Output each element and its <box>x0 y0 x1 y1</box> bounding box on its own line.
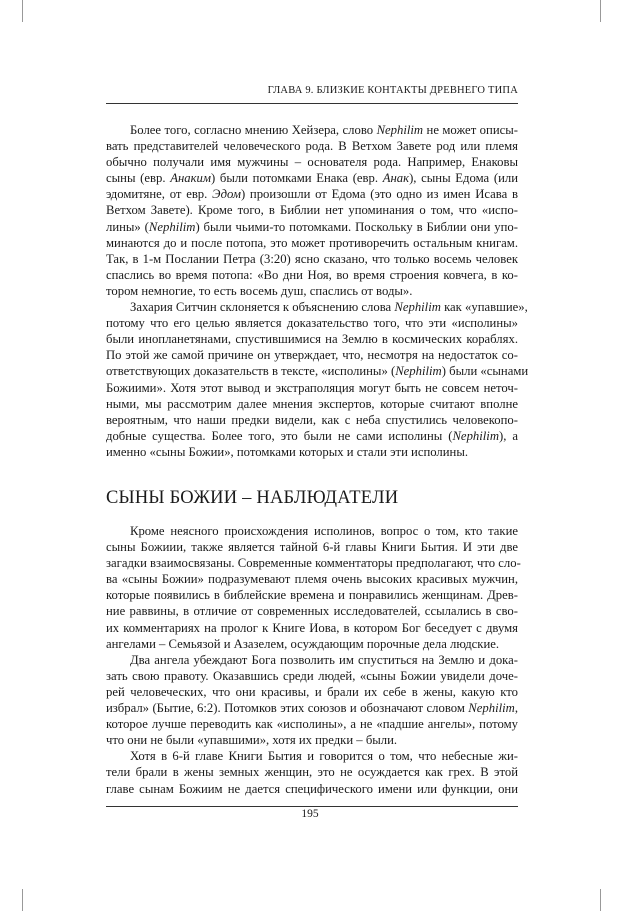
text-line <box>106 412 518 428</box>
text-run: ными, мы рассмотрим далее мнения экспертов, которые считают вполне <box>106 396 518 411</box>
crop-mark-top-right <box>600 0 601 22</box>
text-run: избрал» (Бытие, 6:2). Потомков этих союзов и обозначают словом <box>106 701 469 716</box>
italic-term: Nephilim <box>468 701 515 716</box>
text-run: Ветхом Завете). Кроме того, в Библии нет упоминания о том, что «испо- <box>106 203 518 218</box>
text-run: сыны (евр. <box>106 171 171 186</box>
text-run: минаются до и после потопа, это может противоречить остальным книгам. <box>106 235 518 250</box>
page-number: 195 <box>301 808 319 820</box>
text-run: эдомитяне, от евр. <box>106 187 213 202</box>
body-text-block-1 <box>106 122 529 460</box>
text-run: сыны Божиии, также является тайной 6-й главы Книги Бытия. И эти две <box>106 540 518 555</box>
text-run: добные существа. Более того, это были не сами исполины ( <box>106 428 453 443</box>
text-run: рей человеческих, что они красивы, и брали их себе в жены, какую кто <box>106 684 518 699</box>
text-run: их комментариях на пролог к Книге Иова, в котором Бог беседует с двумя <box>106 620 518 635</box>
text-line <box>106 444 518 460</box>
text-run: потому что его целью является доказательство того, что эти «исполины» <box>106 316 518 331</box>
text-run: зать свою правоту. Оказавшись среди людей, «сыны Божии увидели доче- <box>106 668 518 683</box>
text-line <box>106 636 518 652</box>
text-run: ангелами – Семьязой и Азазелем, осуждающим порочные дела людские. <box>106 636 500 651</box>
text-line <box>106 363 529 379</box>
text-line <box>106 428 518 444</box>
italic-term: Nephilim <box>376 123 424 137</box>
footer-rule <box>106 806 518 807</box>
text-line <box>106 283 518 299</box>
text-run: ) были чьими-то потомками. Поскольку в Библии они упо- <box>195 219 518 234</box>
text-line <box>106 716 518 732</box>
text-line <box>106 202 518 218</box>
text-run: ответствующих доказательств в тексте, «исполины» ( <box>106 364 396 379</box>
text-run: спаслись во время потопа: «Во дни Ноя, во время строения ковчега, в ко- <box>106 267 518 282</box>
italic-term: Эдом <box>212 187 241 202</box>
text-line <box>106 154 518 170</box>
text-run: Божиими». Хотя этот вывод и экстраполяция могут быть не совсем неточ- <box>106 380 518 395</box>
text-line <box>106 347 518 363</box>
text-line <box>106 748 518 764</box>
text-run: Хотя в 6-й главе Книги Бытия и говорится о том, что небесные жи- <box>130 749 518 764</box>
italic-term: Анаким <box>170 171 211 186</box>
text-run: ) были «сынами <box>441 364 529 379</box>
text-line <box>106 219 518 235</box>
text-line <box>106 668 518 684</box>
text-run: которое лучше переводить как «исполины», а не «падшие ангелы», потому <box>106 717 518 732</box>
text-line <box>106 331 518 347</box>
text-line <box>106 251 518 267</box>
text-run: главе сынам Божиим не дается специфического имени или функции, они <box>106 781 518 796</box>
text-run: Захария Ситчин склоняется к объяснению слова <box>130 300 395 315</box>
text-run: именно «сыны Божии», потомками которых и стали эти исполины. <box>106 444 469 459</box>
crop-mark-top-left <box>22 0 23 22</box>
text-run: ), сыны Едома (или <box>409 171 518 186</box>
text-line <box>106 571 518 587</box>
text-line <box>106 732 518 748</box>
text-line <box>106 299 528 315</box>
running-head: ГЛАВА 9. БЛИЗКИЕ КОНТАКТЫ ДРЕВНЕГО ТИПА <box>267 85 518 96</box>
text-run: которые появились в библейские времена и понравились женщинам. Древ- <box>106 588 518 603</box>
text-run: как «упавшие», <box>440 300 528 315</box>
text-line <box>106 170 518 186</box>
text-run: загадки взаимосвязаны. Современные комментаторы предполагают, что сло- <box>106 556 521 571</box>
header-rule <box>106 103 518 104</box>
text-line <box>106 186 518 202</box>
text-line <box>106 652 518 668</box>
text-run: вероятным, что наши предки видели, как с неба спустились человекопо- <box>106 412 518 427</box>
text-run: Кроме неясного происхождения исполинов, вопрос о том, кто такие <box>130 524 518 538</box>
text-line <box>106 684 518 700</box>
text-line <box>106 620 518 636</box>
text-run: ние раввины, в отличие от современных исследователей, ссылались в сво- <box>106 604 518 619</box>
crop-mark-bottom-left <box>22 889 23 911</box>
text-line <box>106 539 518 555</box>
crop-mark-bottom-right <box>600 889 601 911</box>
text-line <box>106 315 518 331</box>
italic-term: Nephilim <box>452 428 499 443</box>
text-line <box>106 380 518 396</box>
text-line <box>106 523 518 539</box>
text-run: Два ангела убеждают Бога позволить им спуститься на Землю и дока- <box>130 652 518 667</box>
italic-term: Nephilim <box>395 364 442 379</box>
text-line <box>106 235 518 251</box>
text-run: ) были потомками Енака (евр. <box>210 171 383 186</box>
text-run: По этой же самой причине он утверждает, что, несмотря на недостаток со- <box>106 348 518 363</box>
text-run: ) произошли от Едома (это одно из имен Исава в <box>240 187 518 202</box>
italic-term: Nephilim <box>394 300 441 315</box>
text-run: что они не были «упавшими», хотя их предки – были. <box>106 733 398 748</box>
body-text-block-2 <box>106 523 521 797</box>
text-line <box>106 603 518 619</box>
text-run: ), а <box>499 428 519 443</box>
text-run: лины» ( <box>106 219 149 234</box>
text-line <box>106 267 518 283</box>
text-run: вать представителей человеческого рода. В Ветхом Завете род или племя <box>106 139 518 154</box>
section-heading: СЫНЫ БОЖИИ – НАБЛЮДАТЕЛИ <box>106 488 399 508</box>
text-run: тели брали в жены земных женщин, это не осуждается как грех. В этой <box>106 765 518 780</box>
text-run: Более того, согласно мнению Хейзера, слово <box>130 123 377 137</box>
text-line <box>106 587 518 603</box>
text-run: не может описы- <box>423 123 518 137</box>
text-line <box>106 700 518 716</box>
text-run: были инопланетянами, спустившимися на Землю в космических кораблях. <box>106 332 518 347</box>
text-run: обычно получали имя мужчины – основателя рода. Например, Енаковы <box>106 155 518 170</box>
text-line <box>106 764 518 780</box>
text-line <box>106 138 518 154</box>
text-line <box>106 396 518 412</box>
text-line <box>106 122 518 138</box>
text-run: ва «сыны Божии» подразумевают племя очень высоких красивых мужчин, <box>106 572 518 587</box>
italic-term: Анак <box>382 171 410 186</box>
text-run: Так, в 1-м Послании Петра (3:20) ясно сказано, что только восемь человек <box>106 251 518 266</box>
text-line <box>106 781 518 797</box>
text-run: , <box>514 701 518 716</box>
text-run: тором немногие, то есть восемь душ, спаслись от воды». <box>106 283 413 298</box>
text-line <box>106 555 521 571</box>
italic-term: Nephilim <box>148 219 196 234</box>
